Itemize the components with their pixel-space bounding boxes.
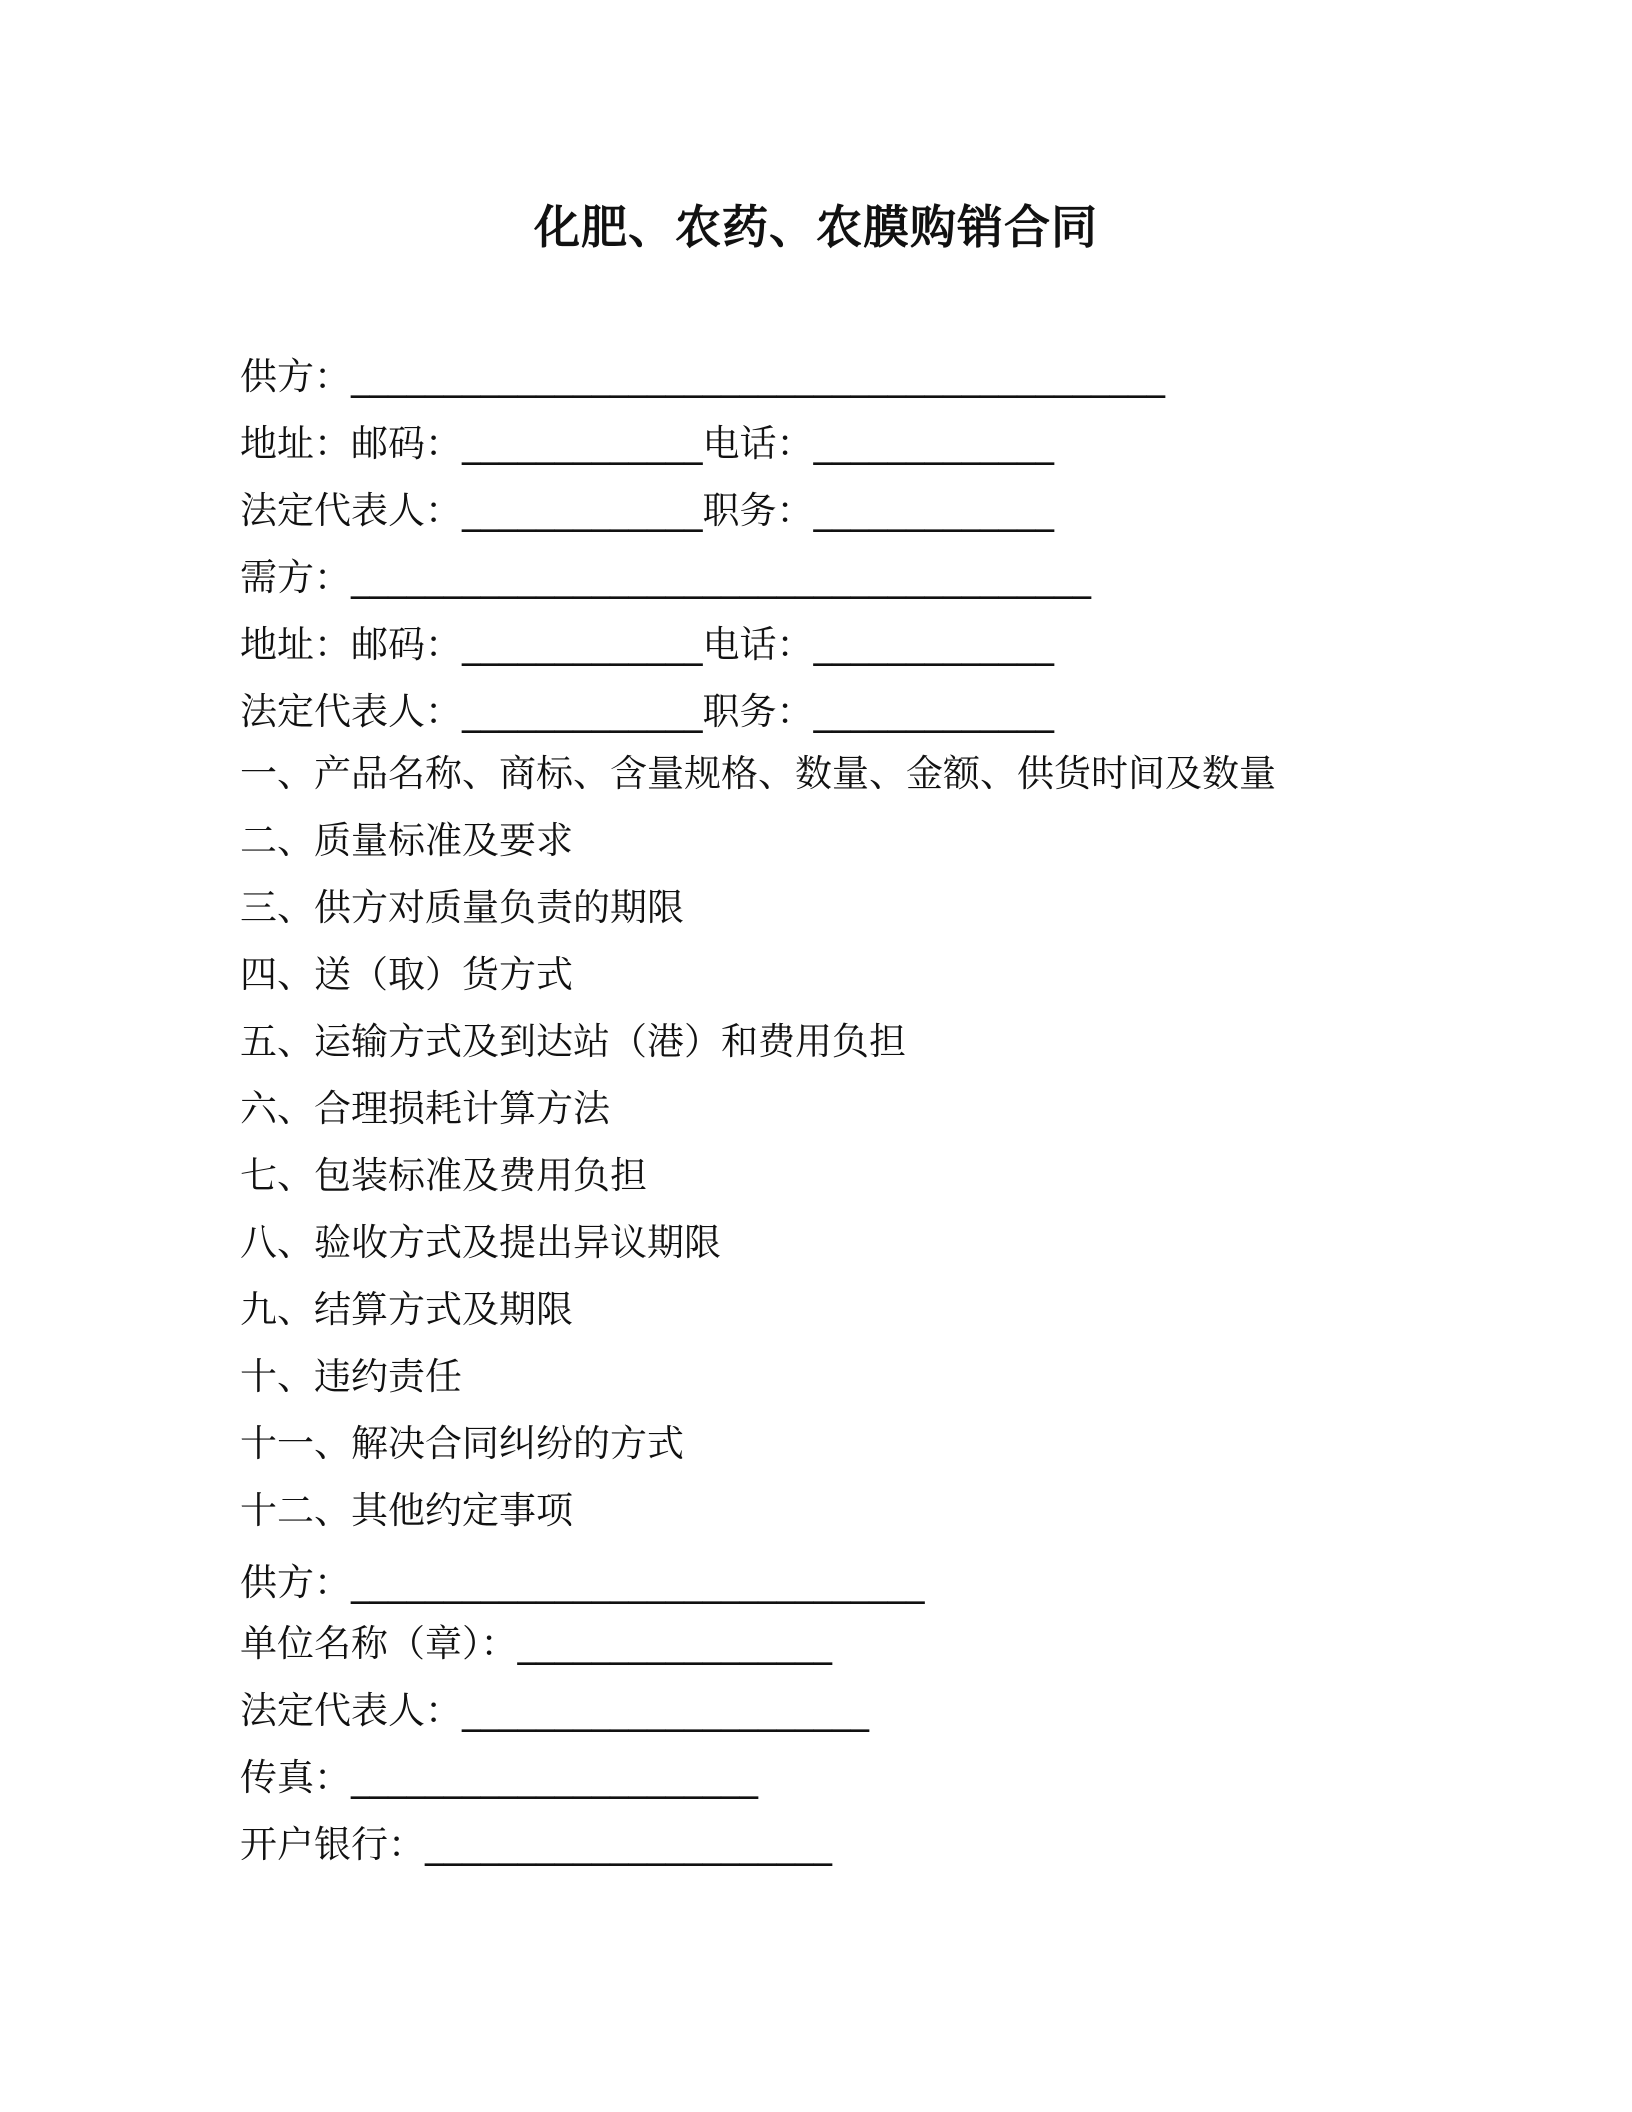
- supplier-representative-line: 法定代表人：_____________职务：_____________: [240, 489, 1054, 532]
- buyer-name-line: 需方：________________________________________: [240, 556, 1091, 599]
- buyer-address-line: 地址：邮码：_____________电话：_____________: [240, 623, 1054, 666]
- clause-item: 二、质量标准及要求: [240, 819, 573, 862]
- clause-item: 三、供方对质量负责的期限: [240, 886, 684, 929]
- signature-fax-line: 传真：______________________: [240, 1756, 758, 1799]
- signature-representative-line: 法定代表人：______________________: [240, 1689, 869, 1732]
- clause-item: 十、违约责任: [240, 1355, 462, 1398]
- supplier-name-line: 供方：____________________________________________: [240, 355, 1165, 398]
- clause-item: 五、运输方式及到达站（港）和费用负担: [240, 1020, 906, 1063]
- signature-bank-line: 开户银行：______________________: [240, 1823, 832, 1866]
- supplier-address-line: 地址：邮码：_____________电话：_____________: [240, 422, 1054, 465]
- clause-item: 十一、解决合同纠纷的方式: [240, 1422, 684, 1465]
- document-title: 化肥、农药、农膜购销合同: [534, 200, 1098, 254]
- buyer-representative-line: 法定代表人：_____________职务：_____________: [240, 690, 1054, 733]
- signature-supplier-line: 供方：_______________________________: [240, 1561, 925, 1604]
- signature-unit-name-line: 单位名称（章）：_________________: [240, 1622, 832, 1665]
- clause-item: 四、送（取）货方式: [240, 953, 573, 996]
- clause-item: 六、合理损耗计算方法: [240, 1087, 610, 1130]
- clause-item: 一、产品名称、商标、含量规格、数量、金额、供货时间及数量: [240, 752, 1276, 795]
- clause-item: 十二、其他约定事项: [240, 1489, 573, 1532]
- clause-item: 七、包装标准及费用负担: [240, 1154, 647, 1197]
- clause-item: 八、验收方式及提出异议期限: [240, 1221, 721, 1264]
- clause-item: 九、结算方式及期限: [240, 1288, 573, 1331]
